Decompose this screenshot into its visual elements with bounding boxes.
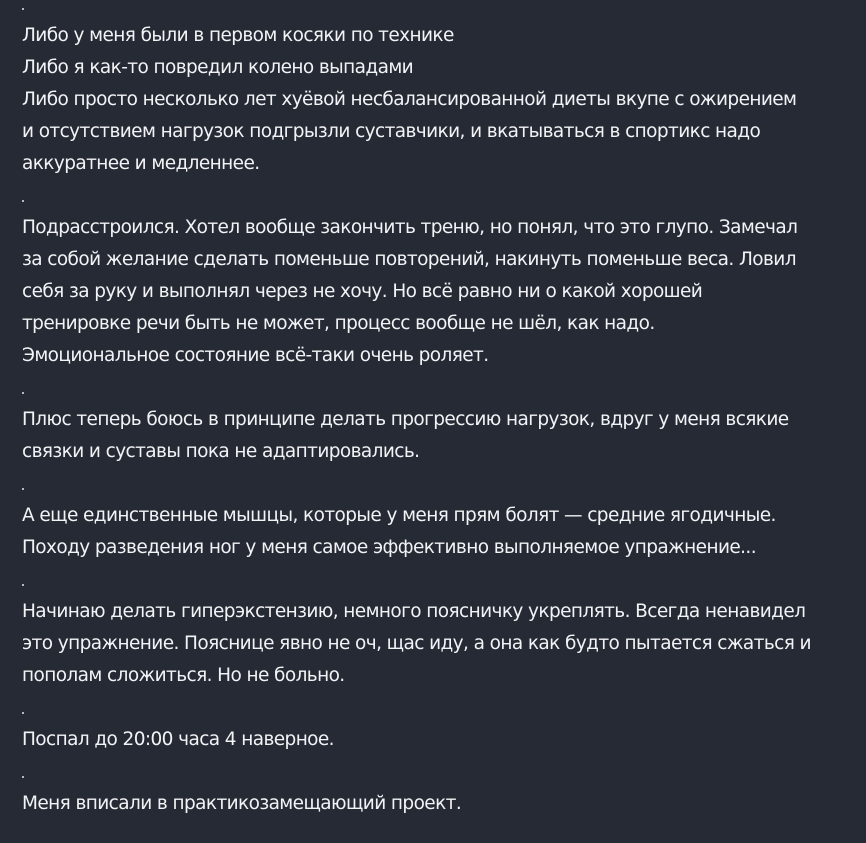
text-line: А еще единственные мышцы, которые у меня прям болят — средние ягодичные. [22, 505, 776, 526]
separator-dot [22, 8, 24, 10]
text-line: связки и суставы пока не адаптировались. [22, 441, 420, 462]
text-line: Начинаю делать гиперэкстензию, немного поясничку укреплять. Всегда ненавидел [22, 601, 806, 622]
text-line: аккуратнее и медленнее. [22, 153, 260, 174]
separator-dot [22, 200, 24, 202]
text-line: пополам сложиться. Но не больно. [22, 665, 345, 686]
text-line: Походу разведения ног у меня самое эффективно выполняемое упражнение... [22, 537, 756, 558]
separator-dot [22, 488, 24, 490]
text-line: Подрасстроился. Хотел вообще закончить треню, но понял, что это глупо. Замечал [22, 217, 798, 238]
text-line: себя за руку и выполнял через не хочу. Но всё равно ни о какой хорошей [22, 281, 703, 302]
separator-dot [22, 712, 24, 714]
text-line: Поспал до 20:00 часа 4 наверное. [22, 729, 334, 750]
text-line: Либо просто несколько лет хуёвой несбалансированной диеты вкупе с ожирением [22, 89, 797, 110]
separator-dot [22, 392, 24, 394]
text-line: это упражнение. Пояснице явно не оч, щас иду, а она как будто пытается сжаться и [22, 633, 811, 654]
text-line: и отсутствием нагрузок подгрызли суставчики, и вкатываться в спортикс надо [22, 121, 761, 142]
text-line: Либо я как-то повредил колено выпадами [22, 57, 414, 78]
text-line: за собой желание сделать поменьше повторений, накинуть поменьше веса. Ловил [22, 249, 796, 270]
separator-dot [22, 584, 24, 586]
text-line: тренировке речи быть не может, процесс вообще не шёл, как надо. [22, 313, 655, 334]
text-line: Либо у меня были в первом косяки по технике [22, 25, 454, 46]
text-line: Плюс теперь боюсь в принципе делать прогрессию нагрузок, вдруг у меня всякие [22, 409, 789, 430]
text-line: Эмоциональное состояние всё-таки очень роляет. [22, 345, 489, 366]
separator-dot [22, 776, 24, 778]
text-line: Меня вписали в практикозамещающий проект. [22, 793, 462, 814]
